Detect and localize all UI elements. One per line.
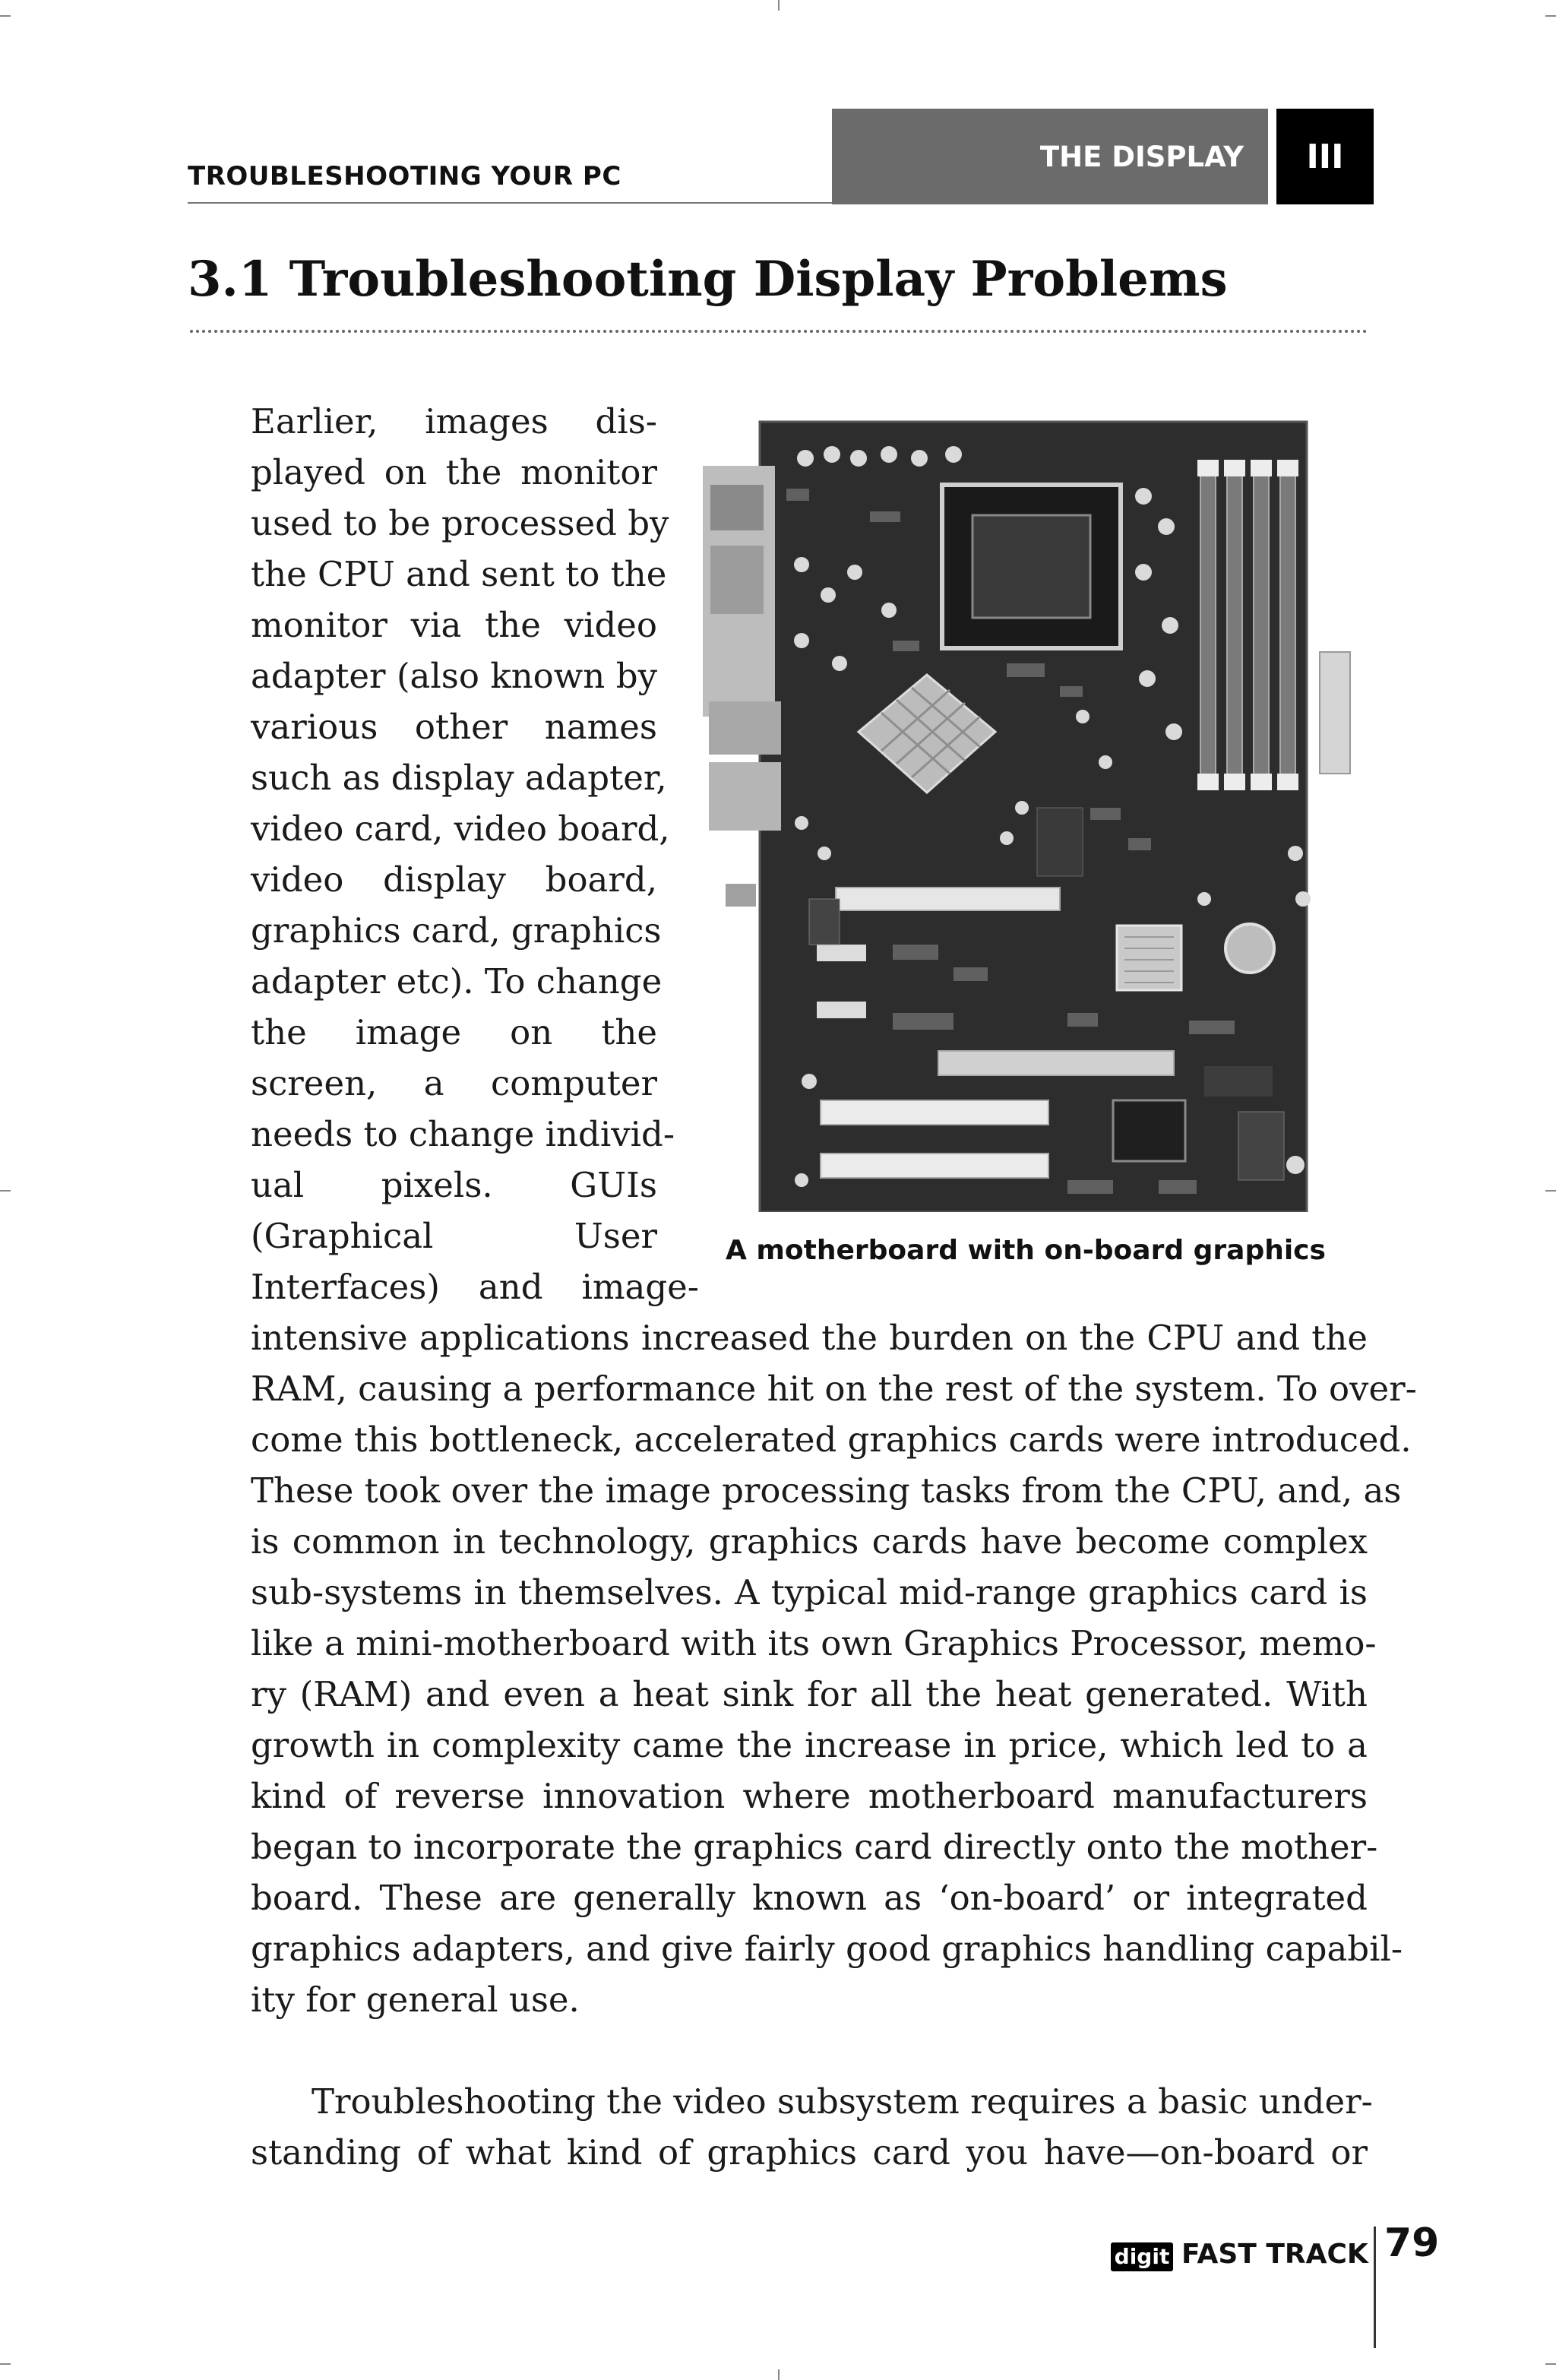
body-line: sub-systems in themselves. A typical mid-range graphics card is (251, 1572, 1368, 1613)
page-number: 79 (1384, 2220, 1440, 2266)
chapter-badge (1276, 109, 1374, 204)
body-line: is common in technology, graphics cards have become complex (251, 1521, 1368, 1562)
body-line: intensive applications increased the burden on the CPU and the (251, 1318, 1368, 1358)
digit-logo: digit (1111, 2242, 1173, 2271)
body-line: graphics adapters, and give fairly good graphics handling capabil- (251, 1929, 1403, 1969)
body-line: ity for general use. (251, 1980, 580, 2020)
motherboard-image (703, 413, 1364, 1212)
body-line: come this bottleneck, accelerated graphics cards were introduced. (251, 1419, 1412, 1460)
crop-mark (1545, 15, 1556, 17)
footer-label: FAST TRACK (1181, 2239, 1368, 2270)
body-line: standing of what kind of graphics card you have—on-board or (251, 2132, 1368, 2173)
body-line: video display board, (251, 859, 657, 900)
body-line: Troubleshooting the video subsystem requires a basic under- (312, 2081, 1373, 2122)
body-line: These took over the image processing tasks from the CPU, and, as (251, 1470, 1402, 1511)
body-line: various other names (251, 707, 657, 747)
body-line: monitor via the video (251, 605, 657, 645)
body-line: used to be processed by (251, 503, 669, 543)
body-line: (Graphical User (251, 1216, 657, 1256)
section-title: 3.1 Troubleshooting Display Problems (188, 251, 1228, 308)
body-line: began to incorporate the graphics card directly onto the mother- (251, 1827, 1378, 1867)
body-line: RAM, causing a performance hit on the rest of the system. To over- (251, 1369, 1417, 1409)
body-line: adapter etc). To change (251, 961, 663, 1002)
footer-divider (1374, 2227, 1376, 2348)
crop-mark (0, 15, 11, 17)
body-line: Interfaces) and image- (251, 1267, 699, 1307)
header-rule (188, 202, 833, 204)
title-divider (190, 330, 1368, 333)
body-line: growth in complexity came the increase in price, which led to a (251, 1725, 1368, 1765)
section-tab (832, 109, 1268, 204)
figure-caption: A motherboard with on-board graphics (726, 1235, 1326, 1266)
crop-mark (778, 0, 780, 11)
body-line: played on the monitor (251, 452, 657, 492)
running-head: TROUBLESHOOTING YOUR PC (188, 161, 621, 191)
body-line: ual pixels. GUIs (251, 1165, 657, 1205)
section-tab-label: THE DISPLAY (1039, 140, 1244, 173)
body-line: screen, a computer (251, 1063, 657, 1103)
motherboard-figure (703, 413, 1364, 1212)
body-line: the image on the (251, 1012, 657, 1052)
body-line: graphics card, graphics (251, 910, 662, 951)
body-line: like a mini-motherboard with its own Graphics Processor, memo- (251, 1623, 1377, 1663)
crop-mark (0, 1190, 11, 1192)
body-line: adapter (also known by (251, 656, 657, 696)
crop-mark (1545, 2363, 1556, 2365)
body-line: board. These are generally known as ‘on-board’ or integrated (251, 1878, 1368, 1918)
body-line: such as display adapter, (251, 758, 667, 798)
crop-mark (778, 2369, 780, 2380)
body-line: Earlier, images dis- (251, 401, 657, 442)
body-line: ry (RAM) and even a heat sink for all the heat generated. With (251, 1674, 1368, 1714)
crop-mark (1545, 1190, 1556, 1192)
body-line: video card, video board, (251, 809, 670, 849)
body-line: needs to change individ- (251, 1114, 675, 1154)
chapter-number: III (1306, 137, 1344, 176)
body-line: the CPU and sent to the (251, 554, 667, 594)
body-line: kind of reverse innovation where motherboard manufacturers (251, 1776, 1368, 1816)
crop-mark (0, 2363, 11, 2365)
